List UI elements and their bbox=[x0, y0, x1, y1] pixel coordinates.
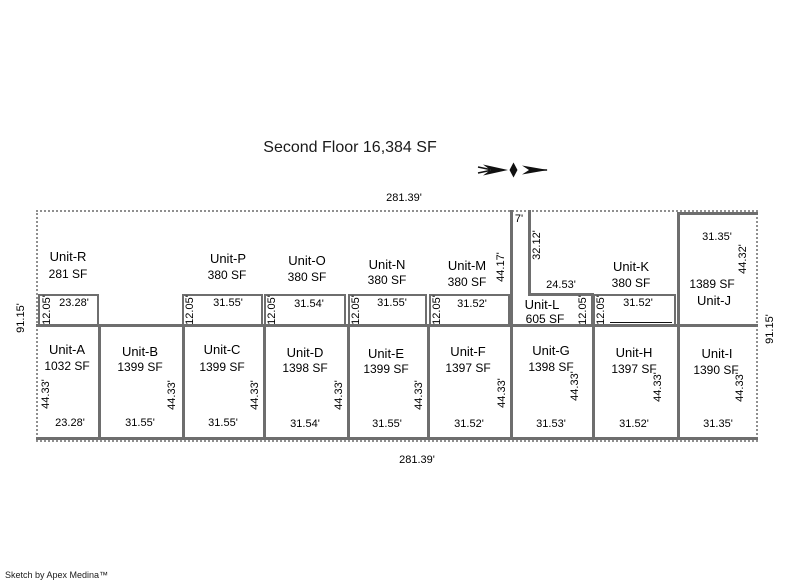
unit-b-depth: 44.33' bbox=[166, 380, 178, 410]
unit-k-width: 31.52' bbox=[623, 297, 653, 309]
unit-o-width: 31.54' bbox=[294, 298, 324, 310]
unit-l-corridor-inner-height: 32.12' bbox=[531, 230, 543, 260]
unit-a-name: Unit-A bbox=[48, 342, 86, 357]
unit-k-area: 380 SF bbox=[611, 276, 651, 290]
unit-o-area: 380 SF bbox=[287, 270, 327, 284]
unit-l-corridor-outer-height: 44.17' bbox=[495, 252, 507, 282]
unit-i-width: 31.35' bbox=[703, 418, 733, 430]
unit-l-depth: 12.05' bbox=[577, 295, 589, 325]
unit-a-depth: 44.33' bbox=[40, 379, 52, 409]
unit-f-depth: 44.33' bbox=[496, 378, 508, 408]
wall-divider-e-f bbox=[427, 327, 430, 437]
unit-o-name: Unit-O bbox=[288, 253, 326, 268]
unit-n-width: 31.55' bbox=[377, 297, 407, 309]
unit-n-depth: 12.05' bbox=[350, 295, 362, 325]
unit-d-name: Unit-D bbox=[286, 345, 324, 360]
overall-height-right: 91.15' bbox=[764, 314, 776, 344]
unit-p-name: Unit-P bbox=[209, 251, 247, 266]
sketch-credit: Sketch by Apex Medina™ bbox=[5, 570, 109, 580]
north-arrow-icon bbox=[477, 160, 549, 180]
wall-unit-j-top bbox=[677, 212, 758, 215]
unit-e-width: 31.55' bbox=[372, 418, 402, 430]
unit-c-depth: 44.33' bbox=[249, 380, 261, 410]
unit-e-name: Unit-E bbox=[367, 346, 405, 361]
unit-j-depth: 44.32' bbox=[737, 244, 749, 274]
unit-j-width: 31.35' bbox=[702, 231, 732, 243]
unit-c-width: 31.55' bbox=[208, 417, 238, 429]
unit-l-area: 605 SF bbox=[525, 312, 565, 326]
unit-h-depth: 44.33' bbox=[652, 372, 664, 402]
unit-j-name: Unit-J bbox=[697, 293, 731, 308]
unit-d-width: 31.54' bbox=[290, 418, 320, 430]
wall-unit-j-left bbox=[677, 212, 680, 324]
unit-e-depth: 44.33' bbox=[413, 380, 425, 410]
unit-l-corridor-width: 7' bbox=[514, 213, 524, 225]
wall-divider-g-h bbox=[592, 327, 595, 437]
overall-width-top: 281.39' bbox=[386, 192, 422, 204]
unit-o-depth: 12.05' bbox=[266, 295, 278, 325]
unit-f-width: 31.52' bbox=[454, 418, 484, 430]
unit-l-box-width: 24.53' bbox=[546, 279, 576, 291]
unit-i-depth: 44.33' bbox=[734, 372, 746, 402]
unit-a-area: 1032 SF bbox=[44, 359, 90, 373]
unit-m-width: 31.52' bbox=[457, 298, 487, 310]
wall-divider-d-e bbox=[347, 327, 350, 437]
unit-b-area: 1399 SF bbox=[117, 360, 163, 374]
unit-i-area: 1390 SF bbox=[693, 363, 739, 377]
unit-h-area: 1397 SF bbox=[611, 362, 657, 376]
unit-g-depth: 44.33' bbox=[569, 371, 581, 401]
overall-width-bottom: 281.39' bbox=[399, 454, 435, 466]
wall-divider-b-c bbox=[182, 327, 185, 437]
unit-h-width: 31.52' bbox=[619, 418, 649, 430]
unit-e-area: 1399 SF bbox=[363, 362, 409, 376]
unit-g-area: 1398 SF bbox=[528, 360, 574, 374]
unit-c-area: 1399 SF bbox=[199, 360, 245, 374]
unit-r-name: Unit-R bbox=[49, 249, 87, 264]
unit-n-name: Unit-N bbox=[368, 257, 406, 272]
unit-d-area: 1398 SF bbox=[282, 361, 328, 375]
unit-k-depth: 12.05' bbox=[595, 295, 607, 325]
unit-m-area: 380 SF bbox=[447, 275, 487, 289]
unit-r-depth: 12.05' bbox=[41, 295, 53, 325]
wall-divider-h-i bbox=[677, 327, 680, 437]
unit-d-depth: 44.33' bbox=[333, 380, 345, 410]
unit-m-name: Unit-M bbox=[447, 258, 487, 273]
unit-p-area: 380 SF bbox=[207, 268, 247, 282]
unit-n-area: 380 SF bbox=[367, 273, 407, 287]
overall-height-left: 91.15' bbox=[15, 303, 27, 333]
unit-m-depth: 12.05' bbox=[431, 295, 443, 325]
unit-b-name: Unit-B bbox=[121, 344, 159, 359]
unit-p-depth: 12.05' bbox=[184, 295, 196, 325]
wall-bottom bbox=[36, 437, 758, 440]
unit-c-name: Unit-C bbox=[203, 342, 241, 357]
unit-k-name: Unit-K bbox=[612, 259, 650, 274]
unit-j-area: 1389 SF bbox=[689, 277, 735, 291]
unit-r-area: 281 SF bbox=[48, 267, 88, 281]
unit-f-area: 1397 SF bbox=[445, 361, 491, 375]
unit-f-name: Unit-F bbox=[450, 344, 486, 359]
unit-p-width: 31.55' bbox=[213, 297, 243, 309]
wall-divider-c-d bbox=[263, 327, 266, 437]
wall-divider-f-g-corridor-left bbox=[510, 210, 513, 437]
unit-g-name: Unit-G bbox=[532, 343, 570, 358]
unit-b-width: 31.55' bbox=[125, 417, 155, 429]
unit-r-width: 23.28' bbox=[59, 297, 89, 309]
unit-a-width: 23.28' bbox=[55, 417, 85, 429]
unit-l-name: Unit-L bbox=[524, 297, 560, 312]
unit-g-width: 31.53' bbox=[536, 418, 566, 430]
unit-h-name: Unit-H bbox=[615, 345, 653, 360]
page-title: Second Floor 16,384 SF bbox=[263, 139, 437, 156]
wall-divider-a-b bbox=[98, 327, 101, 437]
unit-i-name: Unit-I bbox=[701, 346, 733, 361]
